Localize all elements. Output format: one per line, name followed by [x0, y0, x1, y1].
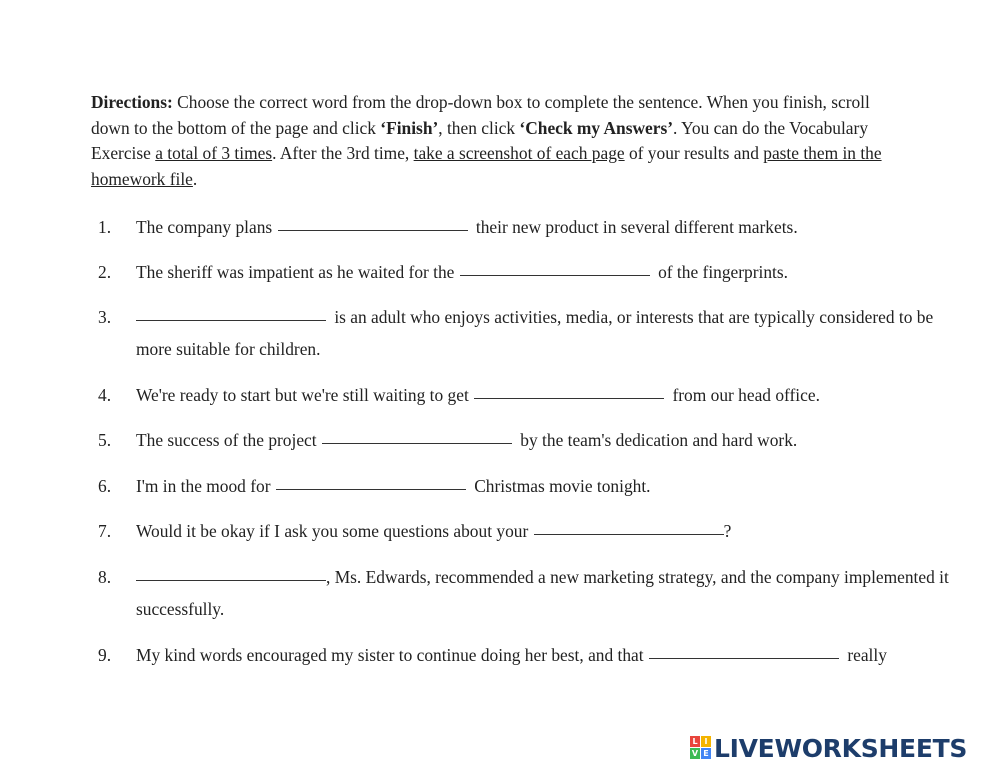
- question-text: [136, 301, 966, 365]
- answer-dropdown[interactable]: [278, 212, 468, 231]
- question-text: [136, 639, 966, 671]
- question-text: [136, 470, 966, 502]
- answer-dropdown[interactable]: [474, 380, 664, 399]
- question-number: 4.: [98, 385, 112, 405]
- logo-tile-v: V: [691, 749, 699, 758]
- question-text-after: , Ms. Edwards, recommended a new marketing strategy, and the company implemented it successfully.: [136, 567, 949, 619]
- directions-text-4: . After the 3rd time,: [272, 143, 414, 163]
- question-text-after: Christmas movie tonight.: [469, 476, 651, 496]
- question-text-after: ?: [723, 521, 732, 541]
- question-number: 9.: [98, 645, 112, 665]
- answer-dropdown[interactable]: [136, 302, 326, 321]
- directions-text-2: , then click: [438, 117, 520, 138]
- finish-keyword: ‘Finish’: [380, 117, 439, 138]
- question-number: 7.: [98, 521, 112, 541]
- question-number: 3.: [98, 307, 112, 327]
- question-text-after: by the team's dedication and hard work.: [515, 430, 798, 450]
- question-text: [136, 515, 966, 547]
- question-text-before: The success of the project: [136, 430, 321, 450]
- answer-dropdown[interactable]: [460, 257, 650, 276]
- answer-dropdown[interactable]: [534, 516, 724, 535]
- question-text-before: We're ready to start but we're still waiting to get: [136, 385, 474, 405]
- question-text-after: is an adult who enjoys activities, media, or interests that are typically considered to be more suitable for children.: [136, 307, 934, 359]
- total-times-underline: a total of 3 times: [155, 143, 273, 163]
- question-text-after: of the fingerprints.: [653, 262, 789, 282]
- question-number: 6.: [98, 476, 112, 496]
- answer-dropdown[interactable]: [276, 471, 466, 490]
- question-text-before: My kind words encouraged my sister to continue doing her best, and that: [136, 645, 648, 665]
- question-number: 5.: [98, 430, 112, 450]
- answer-dropdown[interactable]: [322, 425, 512, 444]
- question-text: [136, 379, 966, 411]
- liveworksheets-wordmark: LIVEWORKSHEETS: [714, 733, 968, 763]
- question-text-before: Would it be okay if I ask you some questions about your: [136, 521, 533, 541]
- question-number: 2.: [98, 262, 112, 282]
- answer-dropdown[interactable]: [136, 562, 326, 581]
- question-text: [136, 561, 966, 625]
- question-text-after: their new product in several different markets.: [471, 217, 798, 237]
- directions-text-6: .: [192, 168, 198, 189]
- question-number: 1.: [98, 217, 112, 237]
- question-text: [136, 256, 966, 288]
- question-text-after: from our head office.: [668, 385, 820, 405]
- logo-tile-e: E: [701, 748, 711, 759]
- logo-tile-l: L: [690, 736, 700, 747]
- question-text-before: The company plans: [136, 217, 277, 237]
- screenshot-underline: take a screenshot of each page: [413, 143, 625, 163]
- question-text: [136, 424, 966, 456]
- check-answers-keyword: ‘Check my Answers’: [519, 117, 674, 138]
- question-text-after: really: [842, 645, 887, 665]
- liveworksheets-logo-icon: [690, 736, 712, 760]
- question-text-before: The sheriff was impatient as he waited for the: [136, 262, 459, 282]
- directions-text-5: of your results and: [624, 143, 764, 163]
- logo-tile-i: I: [701, 736, 711, 747]
- directions-label: Directions:: [91, 92, 173, 112]
- answer-dropdown[interactable]: [649, 640, 839, 659]
- question-text-before: I'm in the mood for: [136, 476, 275, 496]
- directions-text-3: . You can do the Vocabulary Exercise: [91, 117, 869, 163]
- directions-paragraph: [91, 90, 911, 192]
- question-text: [136, 211, 966, 243]
- question-number: 8.: [98, 567, 112, 587]
- directions-text-1: Choose the correct word from the drop-down box to complete the sentence. When you finish, scroll down to the bottom of the page and click: [91, 92, 870, 138]
- liveworksheets-logo: [690, 733, 967, 763]
- paste-underline: paste them in the homework file: [91, 143, 882, 189]
